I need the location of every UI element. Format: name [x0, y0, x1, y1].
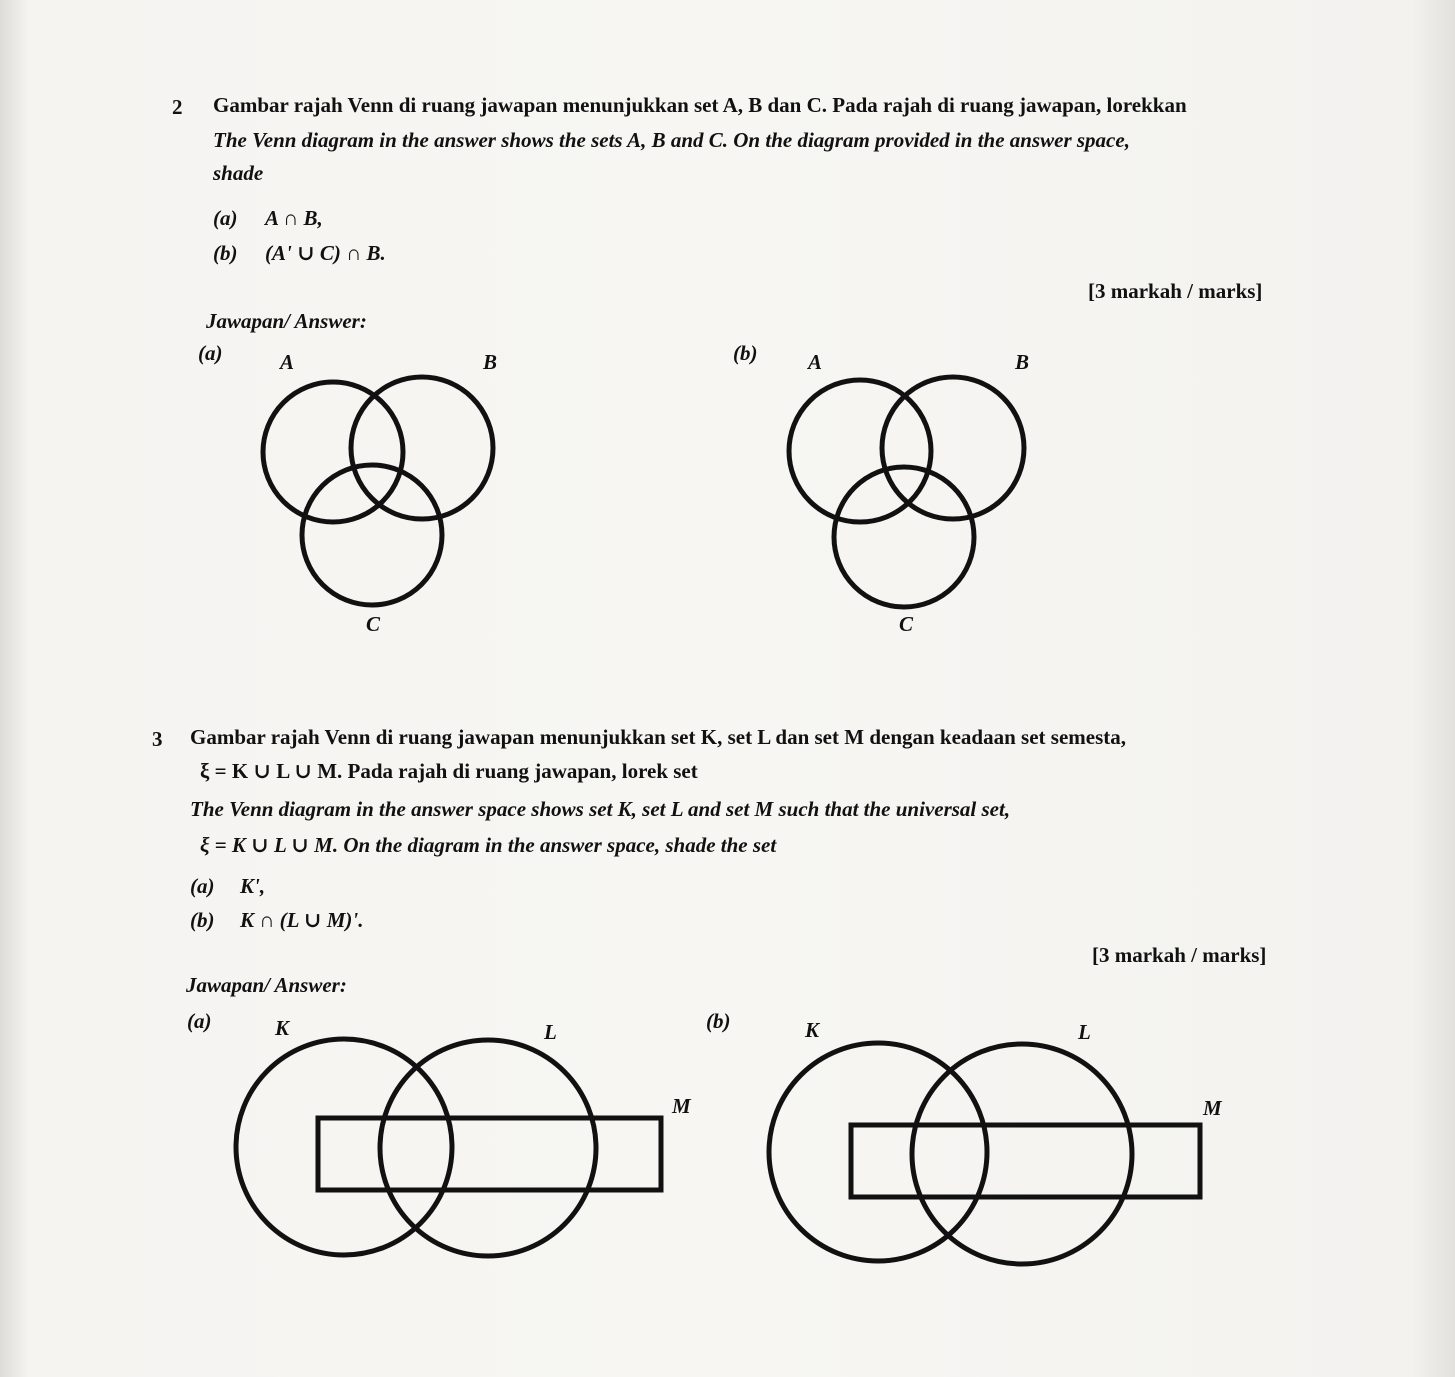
q2-instruction-english-cont: shade — [213, 161, 264, 185]
q3a-set-l-label: L — [544, 1020, 557, 1044]
q3b-circle-k[interactable] — [769, 1043, 987, 1261]
q3b-set-m-label: M — [1203, 1096, 1222, 1120]
q2a-set-b-label: B — [483, 350, 498, 374]
q3b-rectangle-m[interactable] — [851, 1125, 1200, 1197]
q3-part-b-label: (b) — [190, 908, 215, 932]
q2b-set-a-label: A — [808, 350, 823, 374]
q2-part-b-label: (b) — [213, 241, 238, 265]
q2-instruction-malay: Gambar rajah Venn di ruang jawapan menunjukkan set A, B dan C. Pada rajah di ruang jawapan, lorekkan — [213, 93, 1187, 117]
q2-part-a-expression: A ∩ B, — [265, 206, 323, 230]
q2-diagram-a-label: (a) — [198, 341, 223, 365]
q2b-set-c-label: C — [899, 612, 914, 636]
q3a-set-k-label: K — [275, 1016, 290, 1040]
q3-diagram-b-label: (b) — [706, 1009, 731, 1033]
q3-instruction-english-cont: ξ = K ∪ L ∪ M. On the diagram in the answer space, shade the set — [200, 833, 777, 857]
q2-answer-label: Jawapan/ Answer: — [206, 309, 367, 333]
q3-instruction-malay-cont: ξ = K ∪ L ∪ M. Pada rajah di ruang jawapan, lorek set — [200, 759, 698, 783]
q3b-circle-l[interactable] — [912, 1044, 1132, 1264]
q2-marks: [3 markah / marks] — [1088, 279, 1263, 303]
q3-answer-label: Jawapan/ Answer: — [186, 973, 347, 997]
q3-number: 3 — [152, 727, 163, 751]
q2-number: 2 — [172, 95, 183, 119]
q3-marks: [3 markah / marks] — [1092, 943, 1267, 967]
q3-part-b-expression: K ∩ (L ∪ M)'. — [240, 908, 364, 932]
q3-diagram-a-label: (a) — [187, 1009, 212, 1033]
q2-diagram-b-label: (b) — [733, 341, 758, 365]
q3-instruction-english: The Venn diagram in the answer space shows set K, set L and set M such that the universal set, — [190, 797, 1011, 821]
q2b-set-b-label: B — [1015, 350, 1030, 374]
q2a-set-a-label: A — [280, 350, 295, 374]
q3-part-a-label: (a) — [190, 874, 215, 898]
q3a-set-m-label: M — [672, 1094, 691, 1118]
q3-instruction-malay: Gambar rajah Venn di ruang jawapan menunjukkan set K, set L dan set M dengan keadaan set semesta, — [190, 725, 1126, 749]
q2-instruction-english: The Venn diagram in the answer shows the sets A, B and C. On the diagram provided in the answer space, — [213, 128, 1130, 152]
q3b-set-k-label: K — [805, 1018, 820, 1042]
q2-part-b-expression: (A' ∪ C) ∩ B. — [265, 241, 386, 265]
q3b-set-l-label: L — [1078, 1020, 1091, 1044]
q2-part-a-label: (a) — [213, 206, 238, 230]
q2a-set-c-label: C — [366, 612, 381, 636]
q3-part-a-expression: K', — [240, 874, 266, 898]
